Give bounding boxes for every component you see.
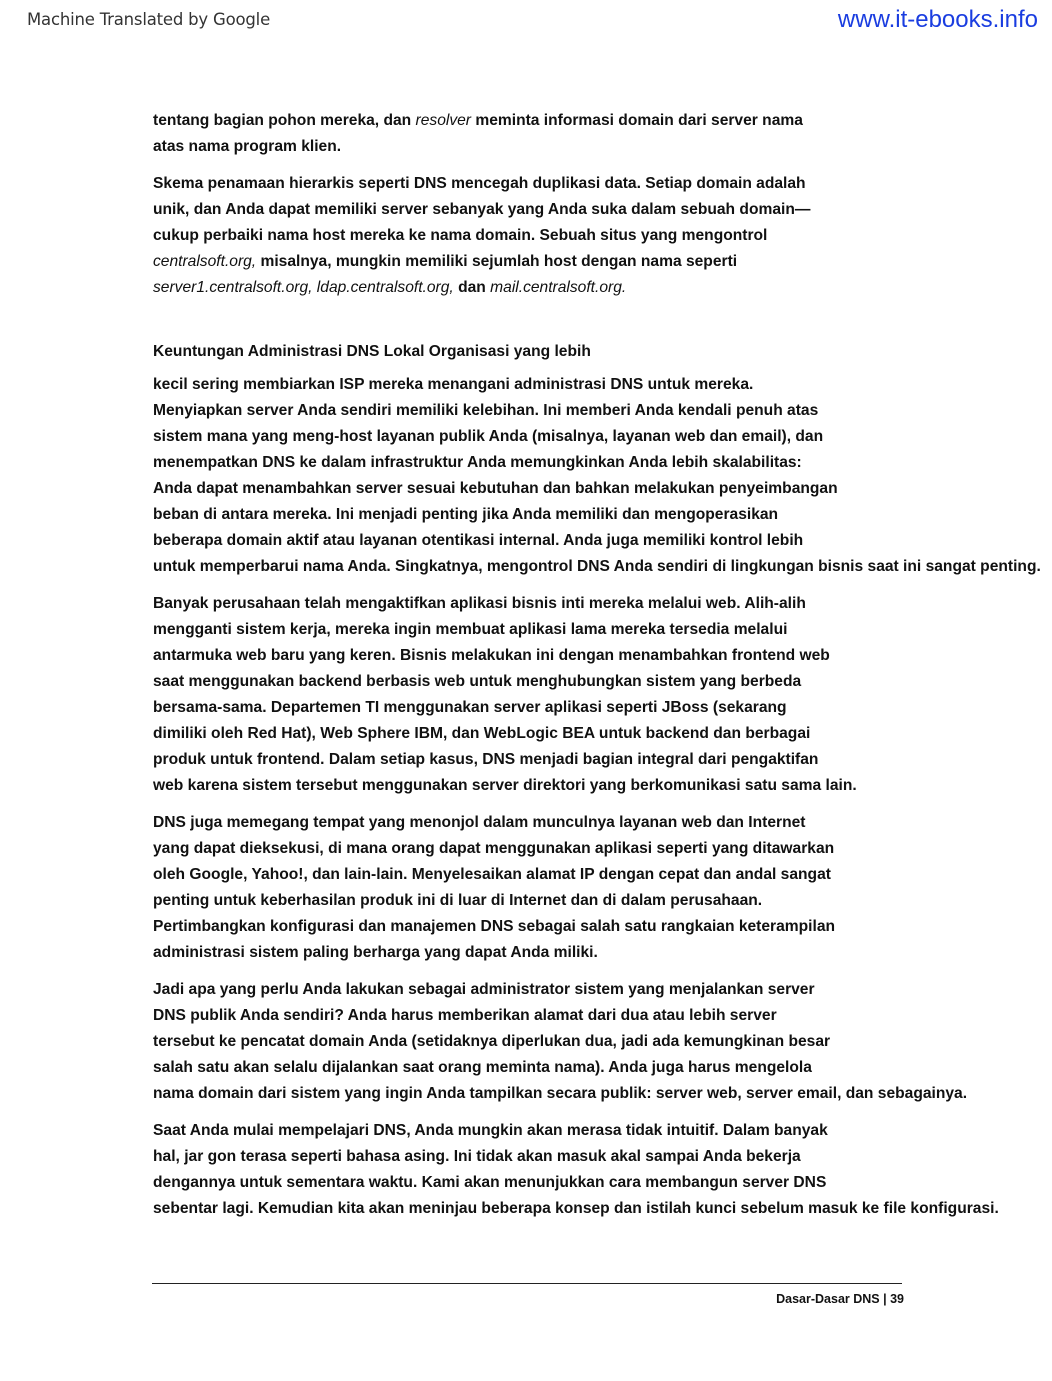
text-line (153, 528, 1052, 554)
page-body (153, 108, 1052, 1233)
text-line (153, 398, 1052, 424)
text-line (153, 171, 1052, 197)
text-line (153, 424, 1052, 450)
text-run: dengannya untuk sementara waktu. Kami akan menunjukkan cara membangun server DNS (153, 1174, 827, 1191)
text-line (153, 134, 1052, 160)
text-run: untuk memperbarui nama Anda. Singkatnya, mengontrol DNS Anda sendiri di lingkungan bisnis saat ini sangat penting. (153, 558, 1041, 575)
text-line (153, 450, 1052, 476)
text-line (153, 810, 1052, 836)
text-line (153, 977, 1052, 1003)
text-line (153, 721, 1052, 747)
paragraphs-before-heading (153, 108, 1052, 301)
text-line (153, 476, 1052, 502)
italic-text: server1.centralsoft.org, ldap.centralsoft.org, (153, 279, 454, 296)
text-line (153, 836, 1052, 862)
text-line (153, 617, 1052, 643)
text-run: beban di antara mereka. Ini menjadi penting jika Anda memiliki dan mengoperasikan (153, 506, 779, 523)
page-number-label: Dasar-Dasar DNS | 39 (776, 1292, 904, 1306)
text-run: penting untuk keberhasilan produk ini di luar di Internet dan di dalam perusahaan. (153, 892, 763, 909)
text-line (153, 1081, 1052, 1107)
text-run: produk untuk frontend. Dalam setiap kasus, DNS menjadi bagian integral dari pengaktifan (153, 751, 819, 768)
text-run: Menyiapkan server Anda sendiri memiliki kelebihan. Ini memberi Anda kendali penuh atas (153, 402, 819, 419)
text-run: antarmuka web baru yang keren. Bisnis melakukan ini dengan menambahkan frontend web (153, 647, 830, 664)
text-line (153, 1196, 1052, 1222)
text-run: menempatkan DNS ke dalam infrastruktur Anda memungkinkan Anda lebih skalabilitas: (153, 454, 802, 471)
text-line (153, 669, 1052, 695)
text-run: saat menggunakan backend berbasis web untuk menghubungkan sistem yang berbeda (153, 673, 802, 690)
text-line (153, 502, 1052, 528)
text-run: yang dapat dieksekusi, di mana orang dapat menggunakan aplikasi seperti yang ditawarkan (153, 840, 835, 857)
text-run: administrasi sistem paling berharga yang dapat Anda miliki. (153, 944, 598, 961)
text-line (153, 1029, 1052, 1055)
text-run: DNS juga memegang tempat yang menonjol dalam munculnya layanan web dan Internet (153, 814, 806, 831)
text-line (153, 1144, 1052, 1170)
paragraph (153, 810, 1052, 966)
text-run: beberapa domain aktif atau layanan otentikasi internal. Anda juga memiliki kontrol lebih (153, 532, 804, 549)
paragraphs-after-heading (153, 372, 1052, 1222)
text-run: web karena sistem tersebut menggunakan server direktori yang berkomunikasi satu sama lain. (153, 777, 857, 794)
text-line (153, 275, 1052, 301)
text-run: atas nama program klien. (153, 138, 342, 155)
text-line (153, 249, 1052, 275)
text-line (153, 1118, 1052, 1144)
text-line (153, 1170, 1052, 1196)
text-run: dimiliki oleh Red Hat), Web Sphere IBM, dan WebLogic BEA untuk backend dan berbagai (153, 725, 811, 742)
text-line (153, 914, 1052, 940)
text-run: kecil sering membiarkan ISP mereka menangani administrasi DNS untuk mereka. (153, 376, 754, 393)
text-run: misalnya, mungkin memiliki sejumlah host dengan nama seperti (256, 253, 738, 270)
text-line (153, 940, 1052, 966)
italic-text: resolver (415, 112, 471, 129)
text-line (153, 773, 1052, 799)
text-line (153, 372, 1052, 398)
text-run: bersama-sama. Departemen TI menggunakan server aplikasi seperti JBoss (sekarang (153, 699, 787, 716)
text-run: mengganti sistem kerja, mereka ingin membuat aplikasi lama mereka tersedia melalui (153, 621, 788, 638)
text-line (153, 888, 1052, 914)
italic-text: mail.centralsoft.org. (490, 279, 627, 296)
paragraph (153, 1118, 1052, 1222)
text-run: Jadi apa yang perlu Anda lakukan sebagai administrator sistem yang menjalankan server (153, 981, 815, 998)
text-run: sistem mana yang meng-host layanan publik Anda (misalnya, layanan web dan email), dan (153, 428, 824, 445)
text-run: cukup perbaiki nama host mereka ke nama domain. Sebuah situs yang mengontrol (153, 227, 768, 244)
text-line (153, 862, 1052, 888)
text-run: oleh Google, Yahoo!, dan lain-lain. Menyelesaikan alamat IP dengan cepat dan andal sangat (153, 866, 831, 883)
paragraph (153, 591, 1052, 799)
text-run: Anda dapat menambahkan server sesuai kebutuhan dan bahkan melakukan penyeimbangan (153, 480, 838, 497)
text-line (153, 591, 1052, 617)
text-run: Banyak perusahaan telah mengaktifkan aplikasi bisnis inti mereka melalui web. Alih-alih (153, 595, 806, 612)
paragraph (153, 372, 1052, 580)
text-run: salah satu akan selalu dijalankan saat orang meminta nama). Anda juga harus mengelola (153, 1059, 812, 1076)
text-line (153, 223, 1052, 249)
machine-translation-label: Machine Translated by Google (27, 10, 271, 29)
text-line (153, 554, 1052, 580)
text-run: sebentar lagi. Kemudian kita akan meninjau beberapa konsep dan istilah kunci sebelum masuk ke file konfigurasi. (153, 1200, 999, 1217)
text-run: tersebut ke pencatat domain Anda (setidaknya diperlukan dua, jadi ada kemungkinan besar (153, 1033, 831, 1050)
italic-text: centralsoft.org, (153, 253, 257, 270)
text-run: nama domain dari sistem yang ingin Anda tampilkan secara publik: server web, server email, dan sebagainya. (153, 1085, 968, 1102)
text-line (153, 695, 1052, 721)
paragraph (153, 108, 1052, 160)
paragraph (153, 171, 1052, 301)
text-run: tentang bagian pohon mereka, dan (153, 112, 416, 129)
text-run: dan (453, 279, 491, 296)
section-heading: Keuntungan Administrasi DNS Lokal Organisasi yang lebih (153, 343, 591, 360)
text-run: Skema penamaan hierarkis seperti DNS mencegah duplikasi data. Setiap domain adalah (153, 175, 806, 192)
text-run: hal, jar gon terasa seperti bahasa asing. Ini tidak akan masuk akal sampai Anda bekerja (153, 1148, 801, 1165)
footer-divider (152, 1283, 902, 1284)
text-run: unik, dan Anda dapat memiliki server sebanyak yang Anda suka dalam sebuah domain— (153, 201, 811, 218)
text-run: Pertimbangkan konfigurasi dan manajemen DNS sebagai salah satu rangkaian keterampilan (153, 918, 836, 935)
text-run: DNS publik Anda sendiri? Anda harus memberikan alamat dari dua atau lebih server (153, 1007, 777, 1024)
site-link[interactable]: www.it-ebooks.info (837, 6, 1038, 33)
text-run: Saat Anda mulai mempelajari DNS, Anda mungkin akan merasa tidak intuitif. Dalam banyak (153, 1122, 828, 1139)
text-line (153, 197, 1052, 223)
text-run: meminta informasi domain dari server nama (471, 112, 803, 129)
text-line (153, 643, 1052, 669)
text-line (153, 1055, 1052, 1081)
text-line (153, 1003, 1052, 1029)
text-line (153, 747, 1052, 773)
paragraph (153, 977, 1052, 1107)
text-line (153, 108, 1052, 134)
